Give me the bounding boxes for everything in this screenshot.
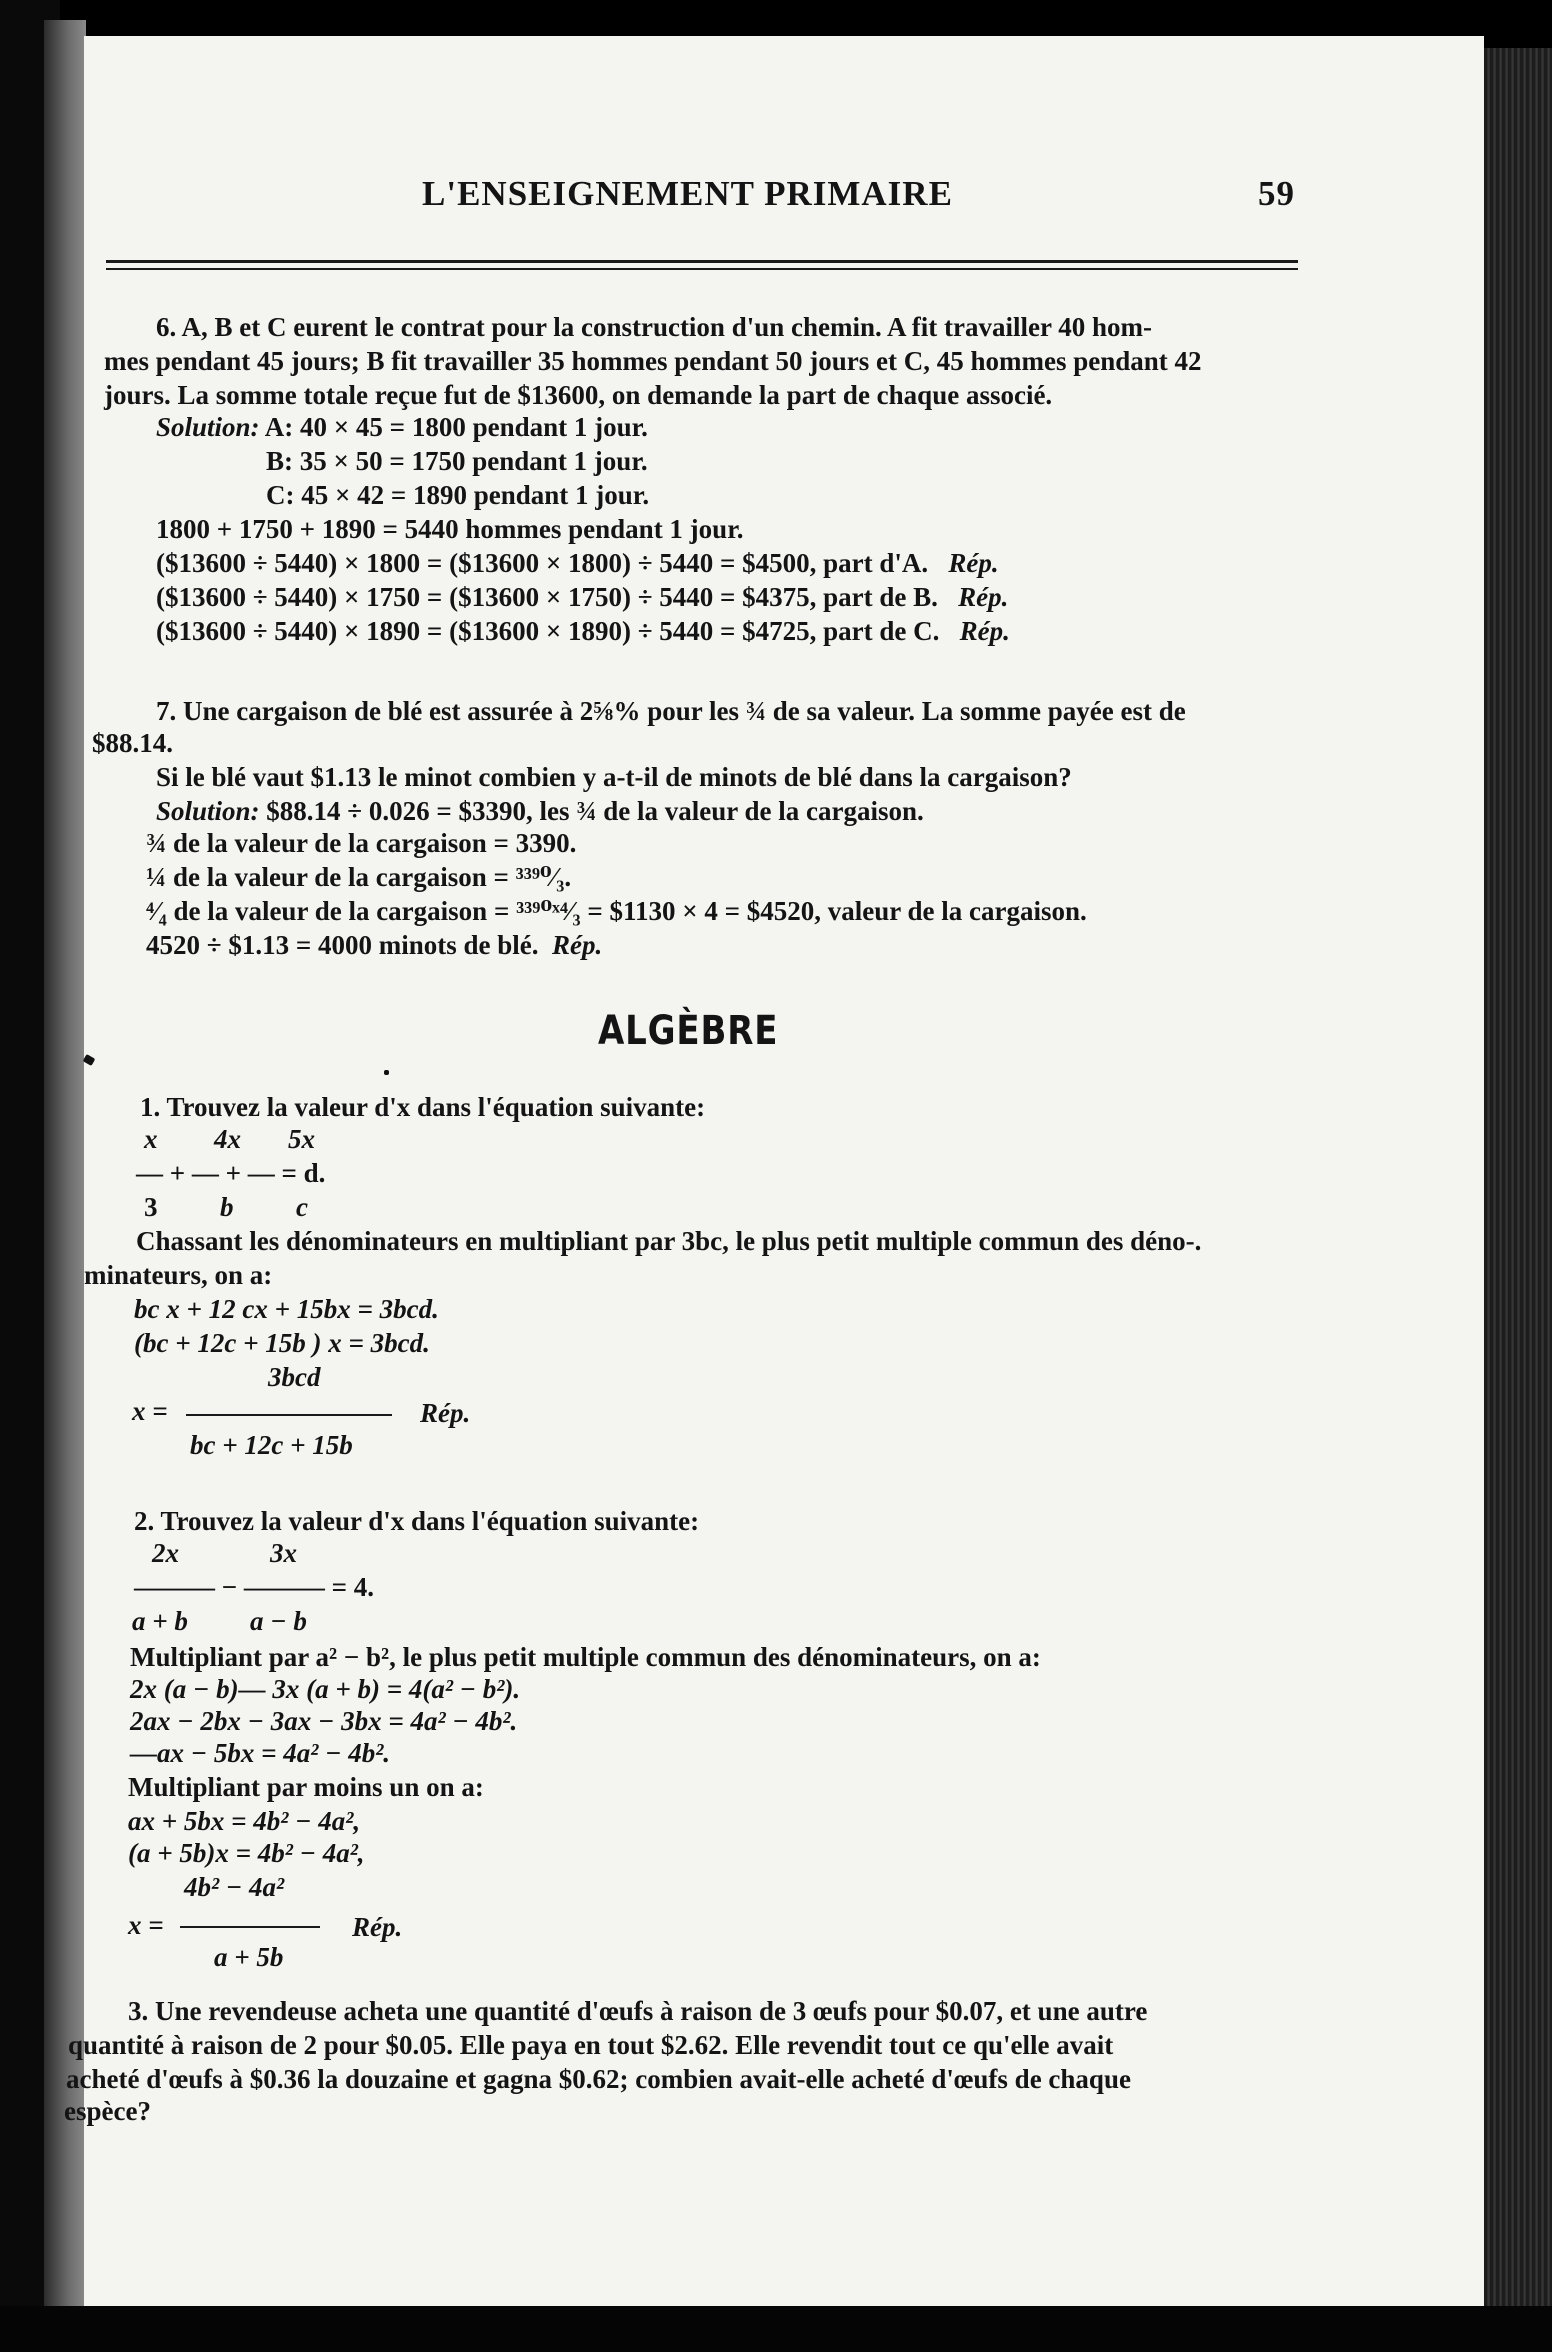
solution7-5: 4520 ÷ $1.13 = 4000 minots de blé. [146, 930, 539, 960]
q2-x-equals: x = [128, 1910, 164, 1940]
q2-text2: Multipliant par moins un on a: [128, 1772, 484, 1802]
q1-text1: Chassant les dénominateurs en multipliant par 3bc, le plus petit multiple commun des déno-. [136, 1226, 1202, 1256]
problem6-line3: jours. La somme totale reçue fut de $13600, on demande la part de chaque associé. [104, 380, 1053, 410]
q2-eq4: ax + 5bx = 4b² − 4a², [128, 1806, 361, 1836]
q2-num2: 3x [270, 1538, 297, 1568]
rep-b: Rép. [958, 582, 1009, 612]
q3-line4: espèce? [64, 2096, 151, 2126]
q2-den2: a − b [250, 1606, 307, 1636]
q3-line2: quantité à raison de 2 pour $0.05. Elle paya en tout $2.62. Elle revendit tout ce qu'elle avait [68, 2030, 1114, 2060]
q1-rep: Rép. [420, 1398, 471, 1428]
header-rule-bottom [106, 268, 1298, 270]
q1-frac-denominator: bc + 12c + 15b [190, 1430, 353, 1460]
q1-equation: — + — + — = d. [136, 1158, 326, 1188]
page-number: 59 [1258, 174, 1295, 213]
q2-eq1: 2x (a − b)— 3x (a + b) = 4(a² − b²). [130, 1674, 521, 1704]
rep-7: Rép. [551, 930, 603, 960]
q1-frac-numerator: 3bcd [268, 1362, 321, 1392]
solution-c: C: 45 × 42 = 1890 pendant 1 jour. [266, 480, 650, 510]
q2-eq5: (a + 5b)x = 4b² − 4a², [128, 1838, 365, 1868]
print-speck [384, 1070, 389, 1075]
q1-num3: 5x [288, 1124, 315, 1154]
q3-line3: acheté d'œufs à $0.36 la douzaine et gagna $0.62; combien avait-elle acheté d'œufs de chaque [66, 2064, 1131, 2094]
q1-den3: c [296, 1192, 308, 1222]
solution-a: A: 40 × 45 = 1800 pendant 1 jour. [259, 412, 648, 442]
part-a: ($13600 ÷ 5440) × 1800 = ($13600 × 1800) ÷ 5440 = $4500, part d'A. [156, 548, 929, 578]
q2-rep: Rép. [352, 1912, 403, 1942]
rep-c: Rép. [959, 616, 1010, 646]
book-binding-shadow [44, 20, 86, 2310]
q1-den1: 3 [144, 1192, 158, 1222]
solution-b: B: 35 × 50 = 1750 pendant 1 jour. [266, 446, 648, 476]
part-c: ($13600 ÷ 5440) × 1890 = ($13600 × 1890) ÷ 5440 = $4725, part de C. [156, 616, 940, 646]
q2-fraction-bar [180, 1926, 320, 1928]
q2-equation: ——— − ——— = 4. [134, 1572, 375, 1602]
q1-eq1: bc x + 12 cx + 15bx = 3bcd. [134, 1294, 439, 1324]
solution7-2: ¾ de la valeur de la cargaison = 3390. [146, 828, 577, 858]
solution7-4: ⁴⁄₄ de la valeur de la cargaison = ³³⁹⁰ˣ⁴⁄₃ = $1130 × 4 = $4520, valeur de la cargaison. [146, 896, 1087, 926]
q3-line1: 3. Une revendeuse acheta une quantité d'œufs à raison de 3 œufs pour $0.07, et une autre [128, 1996, 1148, 2026]
q2-num1: 2x [152, 1538, 179, 1568]
rep-a: Rép. [948, 548, 999, 578]
q1-num2: 4x [214, 1124, 241, 1154]
problem7-line3: Si le blé vaut $1.13 le minot combien y a-t-il de minots de blé dans la cargaison? [156, 762, 1072, 792]
problem7-line1: 7. Une cargaison de blé est assurée à 2⅝% pour les ¾ de sa valeur. La somme payée est de [156, 696, 1186, 726]
q2-eq3: —ax − 5bx = 4a² − 4b². [130, 1738, 391, 1768]
section-title: ALGÈBRE [598, 1008, 779, 1054]
q1-prompt: 1. Trouvez la valeur d'x dans l'équation suivante: [140, 1092, 706, 1122]
q2-prompt: 2. Trouvez la valeur d'x dans l'équation suivante: [134, 1506, 700, 1536]
q1-x-equals: x = [132, 1396, 168, 1426]
q1-den2: b [220, 1192, 234, 1222]
q2-eq2: 2ax − 2bx − 3ax − 3bx = 4a² − 4b². [130, 1706, 518, 1736]
q1-eq2: (bc + 12c + 15b ) x = 3bcd. [134, 1328, 430, 1358]
problem6-line2: mes pendant 45 jours; B fit travailler 35 hommes pendant 50 jours et C, 45 hommes pendant 42 [104, 346, 1202, 376]
q2-frac-denominator: a + 5b [214, 1942, 284, 1972]
header-rule-top [106, 260, 1298, 263]
q1-num1: x [144, 1124, 158, 1154]
part-b: ($13600 ÷ 5440) × 1750 = ($13600 × 1750) ÷ 5440 = $4375, part de B. [156, 582, 938, 612]
bottom-shadow [0, 2306, 1552, 2352]
problem7-line2: $88.14. [92, 728, 173, 758]
solution-sum: 1800 + 1750 + 1890 = 5440 hommes pendant 1 jour. [156, 514, 744, 544]
q2-frac-numerator: 4b² − 4a² [184, 1872, 285, 1902]
q2-den1: a + b [132, 1606, 188, 1636]
solution-label: Solution: [156, 412, 260, 442]
problem6-line1: 6. A, B et C eurent le contrat pour la construction d'un chemin. A fit travailler 40 hom- [156, 312, 1152, 342]
solution7-label: Solution: [156, 796, 260, 826]
page-stack-edge [1484, 48, 1552, 2352]
q1-text2: minateurs, on a: [84, 1260, 273, 1290]
q2-text1: Multipliant par a² − b², le plus petit multiple commun des dénominateurs, on a: [130, 1642, 1041, 1672]
solution7-3: ¼ de la valeur de la cargaison = ³³⁹⁰⁄₃. [146, 862, 572, 892]
running-header: L'ENSEIGNEMENT PRIMAIRE [422, 174, 953, 213]
solution7-1: $88.14 ÷ 0.026 = $3390, les ¾ de la valeur de la cargaison. [259, 796, 924, 826]
q1-fraction-bar [186, 1414, 392, 1416]
